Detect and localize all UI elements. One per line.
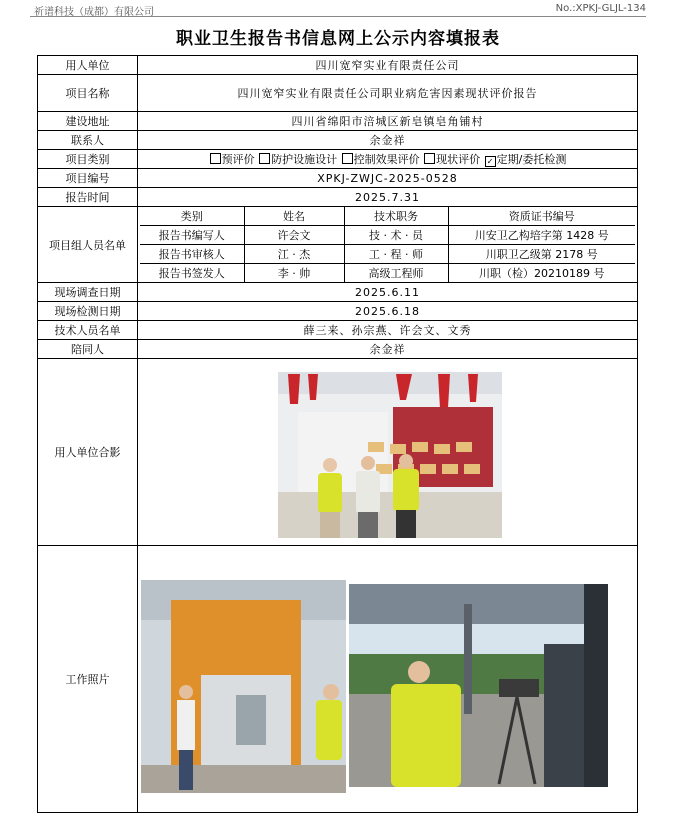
row-tech-staff	[38, 321, 638, 340]
header-company: 祈谱科技（成都）有限公司	[34, 7, 154, 18]
project-name-value: 四川宽窄实业有限责任公司职业病危害因素现状评价报告	[138, 75, 638, 112]
category-checkbox-4[interactable]	[485, 156, 496, 167]
table-row	[140, 264, 635, 283]
category-label: 项目类别	[38, 150, 138, 169]
team-header-name: 姓名	[244, 207, 344, 226]
category-options	[138, 150, 638, 169]
category-checkbox-0[interactable]	[210, 153, 221, 164]
row-survey-date	[38, 283, 638, 302]
team-cell-cert: 川职卫乙级第 2178 号	[448, 245, 635, 264]
row-report-time	[38, 188, 638, 207]
category-option-0: 预评价	[221, 153, 255, 166]
header-rule	[30, 16, 646, 17]
team-header-cert: 资质证书编号	[448, 207, 635, 226]
team-cell-cert: 川职（检）20210189 号	[448, 264, 635, 283]
team-label: 项目组人员名单	[38, 207, 138, 283]
category-checkbox-1[interactable]	[259, 153, 270, 164]
survey-date-label: 现场调查日期	[38, 283, 138, 302]
test-date-label: 现场检测日期	[38, 302, 138, 321]
row-team	[38, 207, 638, 283]
team-table	[140, 207, 635, 282]
team-cell	[138, 207, 638, 283]
team-header-category: 类别	[140, 207, 244, 226]
group-photo-label: 用人单位合影	[38, 359, 138, 546]
address-label: 建设地址	[38, 112, 138, 131]
team-cell-name: 江 · 杰	[244, 245, 344, 264]
tech-staff-value: 薛三来、孙宗燕、许会文、文秀	[138, 321, 638, 340]
row-employer	[38, 56, 638, 75]
row-project-name	[38, 75, 638, 112]
accompany-value: 余金祥	[138, 340, 638, 359]
contact-label: 联系人	[38, 131, 138, 150]
table-row	[140, 226, 635, 245]
category-option-3: 现状评价	[436, 153, 481, 166]
category-option-1: 防护设施设计	[271, 153, 338, 166]
row-accompany	[38, 340, 638, 359]
row-category	[38, 150, 638, 169]
row-address	[38, 112, 638, 131]
report-time-value: 2025.7.31	[138, 188, 638, 207]
team-cell-title: 技 · 术 · 员	[344, 226, 448, 245]
team-cell-name: 李 · 帅	[244, 264, 344, 283]
survey-date-value: 2025.6.11	[138, 283, 638, 302]
category-checkbox-3[interactable]	[424, 153, 435, 164]
category-option-2: 控制效果评价	[353, 153, 420, 166]
page-header	[0, 0, 676, 18]
work-photo-outdoor	[349, 584, 608, 787]
table-row	[140, 245, 635, 264]
team-header-title: 技术职务	[344, 207, 448, 226]
test-date-value: 2025.6.18	[138, 302, 638, 321]
team-cell-title: 工 · 程 · 师	[344, 245, 448, 264]
form-title: 职业卫生报告书信息网上公示内容填报表	[176, 29, 500, 49]
project-no-label: 项目编号	[38, 169, 138, 188]
team-cell-title: 高级工程师	[344, 264, 448, 283]
employer-value: 四川宽窄实业有限责任公司	[138, 56, 638, 75]
report-time-label: 报告时间	[38, 188, 138, 207]
team-cell-name: 许会文	[244, 226, 344, 245]
row-project-no	[38, 169, 638, 188]
header-doc-number: No.:XPKJ-GLJL-134	[555, 3, 646, 14]
project-no-value: XPKJ-ZWJC-2025-0528	[138, 169, 638, 188]
category-checkbox-2[interactable]	[342, 153, 353, 164]
category-option-4: 定期/委托检测	[496, 153, 567, 166]
project-name-label: 项目名称	[38, 75, 138, 112]
team-header-row	[140, 207, 635, 226]
team-cell-role: 报告书审核人	[140, 245, 244, 264]
work-photo-indoor	[141, 580, 346, 793]
group-photo	[278, 372, 502, 538]
address-value: 四川省绵阳市涪城区新皂镇皂角铺村	[138, 112, 638, 131]
contact-value: 余金祥	[138, 131, 638, 150]
team-cell-role: 报告书编写人	[140, 226, 244, 245]
row-test-date	[38, 302, 638, 321]
accompany-label: 陪同人	[38, 340, 138, 359]
team-cell-cert: 川安卫乙构培字第 1428 号	[448, 226, 635, 245]
work-photo-label: 工作照片	[38, 546, 138, 813]
tech-staff-label: 技术人员名单	[38, 321, 138, 340]
row-contact	[38, 131, 638, 150]
employer-label: 用人单位	[38, 56, 138, 75]
team-cell-role: 报告书签发人	[140, 264, 244, 283]
